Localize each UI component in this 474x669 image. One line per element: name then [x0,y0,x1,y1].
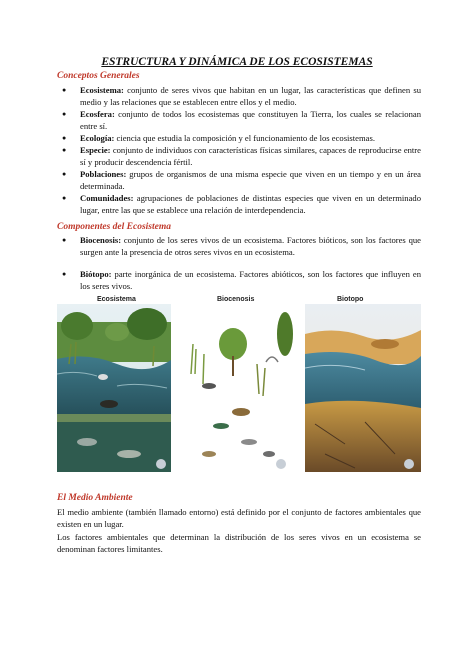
document-title: ESTRUCTURA Y DINÁMICA DE LOS ECOSISTEMAS [101,56,373,68]
list-item [57,192,421,216]
term-label: Biocenosis: [80,235,122,245]
paragraph: Los factores ambientales que determinan la distribución de los seres vivos en un ecosistema se denominan factores limitantes. [57,532,421,554]
list-item [57,144,421,168]
term-label: Poblaciones: [80,169,127,179]
term-definition: conjunto de todos los ecosistemas que constituyen la Tierra, los cuales se relacionan entre sí. [80,109,421,131]
term-definition: grupos de organismos de una misma especie que viven en un tiempo y en un área determinada. [80,169,421,191]
list-item [57,234,421,258]
term-definition: conjunto de seres vivos que habitan en un lugar, las características que definen su medio y las relaciones que se establecen entre ellos y el medio. [80,85,421,107]
conceptos-list [57,84,421,216]
term-label: Especie: [80,145,111,155]
section-heading-conceptos: Conceptos Generales [57,71,140,81]
ecosystem-figure [57,296,421,474]
biotopo-illustration [305,304,421,472]
figure-label-biotopo: Biotopo [337,296,364,303]
term-label: Comunidades: [80,193,134,203]
term-label: Ecosfera: [80,109,115,119]
list-item [57,168,421,192]
figure-label-ecosistema: Ecosistema [97,296,136,303]
term-definition: conjunto de individuos con características físicas similares, capaces de reproducirse entre sí y producir descendencia fértil. [80,145,421,167]
term-definition: conjunto de los seres vivos de un ecosistema. Factores bióticos, son los factores que surgen ante la presencia de otros seres vivos en un ecosistema. [80,235,421,257]
term-definition: ciencia que estudia la composición y el funcionamiento de los ecosistemas. [114,133,375,143]
list-item [57,108,421,132]
section-heading-componentes: Componentes del Ecosistema [57,222,171,232]
ecosistema-illustration [57,304,171,472]
list-item [57,268,421,292]
biocenosis-illustration [181,304,295,472]
term-label: Ecosistema: [80,85,124,95]
section-heading-medio-ambiente: El Medio Ambiente [57,493,133,503]
list-item [57,132,421,144]
figure-label-biocenosis: Biocenosis [217,296,255,303]
paragraph: El medio ambiente (también llamado entorno) está definido por el conjunto de factores ambientales que existen en un lugar. [57,507,421,529]
term-definition: agrupaciones de poblaciones de distintas especies que viven en un determinado lugar, entre las que se establece una relación de interdependencia. [80,193,421,215]
term-label: Biótopo: [80,269,112,279]
term-label: Ecología: [80,133,115,143]
term-definition: parte inorgánica de un ecosistema. Factores abióticos, son los factores que influyen en los seres vivos. [80,269,421,291]
componentes-list [57,234,421,292]
list-item [57,84,421,108]
